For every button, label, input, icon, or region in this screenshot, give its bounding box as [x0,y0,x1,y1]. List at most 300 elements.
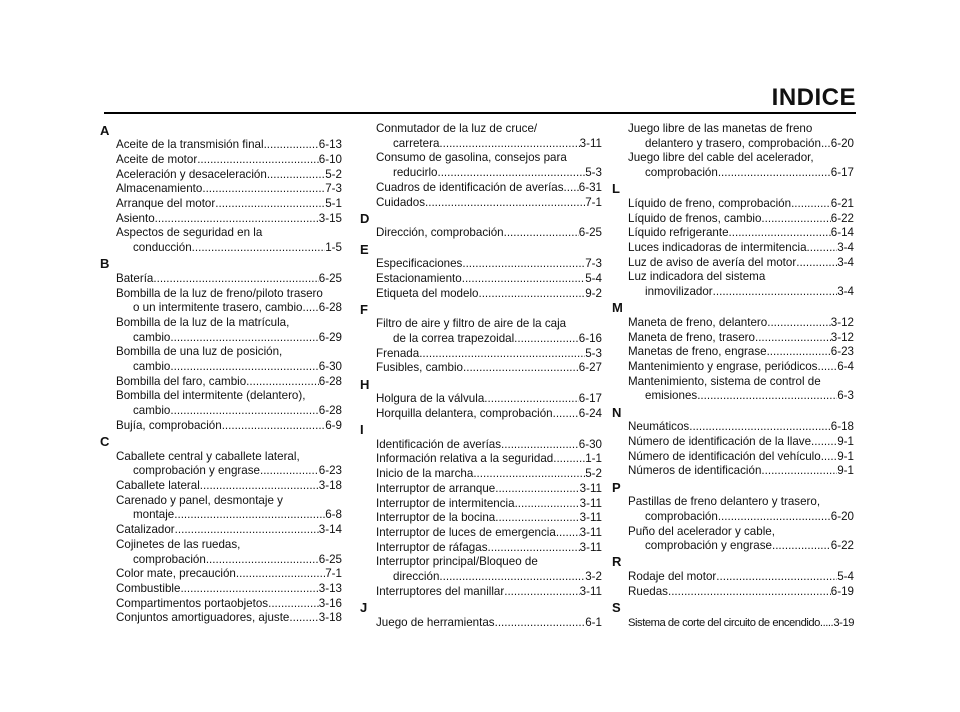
index-entry-row [116,508,342,523]
index-entry [360,407,604,422]
index-entry-text: Horquilla delantera, comprobación [376,406,553,420]
dot-leader [729,226,831,241]
index-entry [360,585,604,600]
index-entry-row [116,212,342,227]
dot-leader [495,511,579,526]
dot-leader [170,331,318,346]
dot-leader [174,508,325,523]
index-entry [360,555,604,584]
index-entry-row [628,464,854,479]
index-letter-heading: H [360,376,370,392]
index-entry [360,452,604,467]
dot-leader [200,479,319,494]
index-entry [100,182,344,197]
index-entry-page: 3-18 [318,611,342,625]
index-entry [612,270,856,299]
index-letter-heading: E [360,241,369,257]
index-entry-text: Número de identificación del vehículo [628,449,821,463]
index-entry [360,361,604,376]
index-entry-line: Filtro de aire y filtro de aire de la caja [376,317,567,331]
dot-leader [811,435,837,450]
index-entry-text: Líquido de freno, comprobación [628,196,792,210]
index-entry-page: 6-30 [578,437,602,451]
index-letter-heading: N [612,404,622,420]
dot-leader [556,526,580,541]
dot-leader [437,166,585,181]
index-entry-line: Luz indicadora del sistema [628,270,766,284]
index-entry-text: Neumáticos [628,420,690,434]
index-entry-page: 5-2 [585,467,602,481]
index-entry-text: Almacenamiento [116,182,203,196]
index-entry-text: Estacionamiento [376,271,462,285]
index-entry-row [116,182,342,197]
index-entry-row [376,497,602,512]
index-entry-row [376,332,602,347]
index-entry-row [116,523,342,538]
index-entry-row [628,316,854,331]
index-entry-page: 5-1 [325,196,342,210]
dot-leader [817,360,837,375]
index-entry-text: Combustible [116,581,181,595]
index-entry-row [628,435,854,450]
index-entry-page: 3-15 [318,211,342,225]
index-entry [100,212,344,227]
index-entry-text: Sistema de corte del circuito de encendido [628,616,820,629]
dot-leader [504,585,579,600]
dot-leader [761,212,830,227]
dot-leader [153,272,318,287]
index-entry-text: emisiones [645,389,698,403]
index-entry-page: 6-4 [837,360,854,374]
index-entry [612,316,856,331]
dot-leader [820,616,833,631]
index-entry-row [116,582,342,597]
index-entry [360,122,604,151]
index-entry [360,467,604,482]
index-letter-heading: A [100,122,110,138]
dot-leader [501,438,579,453]
index-entry-page: 6-24 [578,406,602,420]
index-entry-text: inmovilizador [645,285,713,299]
index-letter-heading: L [612,181,620,197]
index-entry-text: Batería [116,271,154,285]
index-entry-row [116,360,342,375]
index-entry-page: 9-1 [837,464,854,478]
index-column-3 [612,122,856,630]
index-entry-page: 5-4 [585,271,602,285]
index-entry-page: 6-25 [318,271,342,285]
index-entry-page: 3-2 [585,570,602,584]
index-entry [612,345,856,360]
index-entry-page: 7-1 [325,567,342,581]
index-entry-text: Luces indicadoras de intermitencia [628,241,807,255]
dot-leader [246,375,319,390]
index-entry-line: Bombilla de una luz de posición, [116,345,283,359]
dot-leader [488,541,580,556]
index-entry [360,287,604,302]
index-entry [612,420,856,435]
index-letter-heading: C [100,434,110,450]
index-entry-line: Bombilla de la luz de la matrícula, [116,315,290,329]
index-entry-text: Bujía, comprobación [116,418,222,432]
index-entry [100,567,344,582]
index-entry [100,287,344,316]
index-entry-row [376,438,602,453]
index-entry-row [628,285,854,300]
index-entry-page: 7-1 [585,195,602,209]
index-entry [360,257,604,272]
index-entry-page: 7-3 [585,257,602,271]
index-entry-text: cambio [133,404,171,418]
index-entry-text: Asiento [116,211,155,225]
index-entry-page: 5-4 [837,570,854,584]
dot-leader [170,360,318,375]
index-entry [100,153,344,168]
index-entry-text: Maneta de freno, delantero [628,315,768,329]
index-entry-page: 6-10 [318,152,342,166]
dot-leader [215,197,325,212]
index-entry-page: 3-4 [837,285,854,299]
dot-leader [761,464,837,479]
dot-leader [197,153,319,168]
dot-leader [767,345,831,360]
index-entry-text: Especificaciones [376,257,463,271]
index-entry-page: 6-16 [578,332,602,346]
dot-leader [821,137,831,152]
index-entry-text: Luz de aviso de avería del motor [628,255,797,269]
index-entry-text: Aceite de la transmisión final [116,138,264,152]
index-entry-text: Compartimentos portaobjetos [116,596,269,610]
index-entry [360,196,604,211]
index-entry [612,151,856,180]
dot-leader [175,523,319,538]
dot-leader [821,450,838,465]
dot-leader [478,287,585,302]
index-entry-text: comprobación [645,166,718,180]
index-entry-row [116,553,342,568]
index-entry-page: 6-23 [318,464,342,478]
index-entry-text: Identificación de averías [376,437,502,451]
dot-leader [302,301,318,316]
dot-leader [718,166,831,181]
index-entry-row [628,345,854,360]
dot-leader [268,597,319,612]
index-entry-page: 6-19 [830,584,854,598]
index-entry-page: 6-17 [578,392,602,406]
index-entry-row [376,361,602,376]
index-entry-row [376,347,602,362]
index-entry [612,226,856,241]
dot-leader [222,419,326,434]
index-entry [100,494,344,523]
dot-leader [772,539,831,554]
dot-leader [439,137,579,152]
index-letter-heading: F [360,301,368,317]
index-entry-page: 5-2 [325,167,342,181]
index-entry-row [376,407,602,422]
dot-leader [796,256,837,271]
index-entry [100,138,344,153]
index-entry-text: comprobación y engrase [133,464,260,478]
index-entry-page: 6-20 [830,509,854,523]
index-entry-line: Juego libre del cable del acelerador, [628,151,814,165]
index-entry-text: comprobación y engrase [645,539,772,553]
index-entry-row [628,389,854,404]
index-entry-row [376,511,602,526]
title-rule [104,112,856,114]
index-entry-page: 6-14 [830,226,854,240]
index-entry-page: 6-21 [830,196,854,210]
dot-leader [260,464,319,479]
index-entry [360,482,604,497]
index-entry-row [116,168,342,183]
dot-leader [419,347,585,362]
index-entry [100,226,344,255]
index-entry-page: 6-18 [830,420,854,434]
index-entry [612,495,856,524]
index-entry [100,345,344,374]
index-entry-page: 3-11 [579,496,602,510]
dot-leader [716,570,837,585]
dot-leader [289,611,318,626]
index-entry-row [376,570,602,585]
index-entry [360,526,604,541]
index-entry-row [376,585,602,600]
index-entry-text: Información relativa a la seguridad [376,452,554,466]
index-entry-text: Interruptor de intermitencia [376,496,515,510]
dot-leader [473,467,585,482]
dot-leader [689,420,831,435]
dot-leader [807,241,838,256]
index-entry-row [376,287,602,302]
index-entry-row [116,567,342,582]
index-entry-row [628,137,854,152]
index-entry-text: Juego de herramientas [376,615,495,629]
index-entry-text: Ruedas [628,584,668,598]
index-entry [100,597,344,612]
index-entry-page: 3-16 [318,596,342,610]
index-entry-page: 6-27 [578,361,602,375]
index-entry-row [376,467,602,482]
index-entry-row [376,616,602,631]
index-entry-line: Cojinetes de las ruedas, [116,537,241,551]
index-entry-row [376,392,602,407]
index-entry-row [376,452,602,467]
dot-leader [264,138,319,153]
index-entry-row [628,585,854,600]
index-entry-page: 6-9 [325,418,342,432]
index-entry-text: Rodaje del motor [628,570,717,584]
index-entry-line: Puño del acelerador y cable, [628,524,775,538]
index-entry-line: Caballete central y caballete lateral, [116,449,300,463]
index-entry-text: Líquido refrigerante [628,226,729,240]
index-entry-text: Aceite de motor [116,152,198,166]
page-title: INDICE [771,84,856,111]
index-entry-line: Interruptor principal/Bloqueo de [376,555,538,569]
index-entry-row [376,166,602,181]
dot-leader [668,585,831,600]
dot-leader [767,316,831,331]
index-entry-text: Bombilla del faro, cambio [116,374,247,388]
index-entry-page: 6-28 [318,374,342,388]
index-entry [612,212,856,227]
dot-leader [514,332,579,347]
dot-leader [553,407,579,422]
index-entry-page: 6-25 [318,552,342,566]
index-entry-page: 6-25 [578,226,602,240]
index-entry-page: 6-13 [318,138,342,152]
index-entry-text: Manetas de freno, engrase [628,345,767,359]
index-entry-page: 6-22 [830,539,854,553]
index-entry-row [628,226,854,241]
index-entry-line: Carenado y panel, desmontaje y [116,493,283,507]
index-entry-page: 3-4 [837,255,854,269]
index-letter-heading: I [360,422,364,438]
index-entry-text: Interruptor de ráfagas [376,540,488,554]
index-entry [360,181,604,196]
index-entry [100,611,344,626]
index-entry [100,479,344,494]
index-entry-line: Conmutador de la luz de cruce/ [376,122,538,135]
index-entry-row [376,526,602,541]
index-entry-row [628,360,854,375]
index-entry-text: Interruptor de luces de emergencia [376,525,556,539]
index-entry-page: 6-31 [578,180,602,194]
index-entry [360,272,604,287]
index-entry-text: Arranque del motor [116,196,216,210]
index-entry-text: Interruptor de arranque [376,481,496,495]
index-entry [612,197,856,212]
index-entry-row [628,212,854,227]
index-entry-page: 3-19 [833,616,854,629]
index-entry-page: 9-2 [585,286,602,300]
index-entry-text: Aceleración y desaceleración [116,167,267,181]
index-entry [612,122,856,151]
index-entry-row [628,510,854,525]
index-entry-row [628,570,854,585]
index-entry-line: Consumo de gasolina, consejos para [376,151,567,165]
dot-leader [206,553,319,568]
index-entry-text: o un intermitente trasero, cambio [133,301,303,315]
index-entry-text: Interruptores del manillar [376,584,505,598]
index-entry [612,360,856,375]
dot-leader [504,226,579,241]
index-entry [612,464,856,479]
dot-leader [463,361,579,376]
index-entry-page: 3-12 [830,330,854,344]
index-entry-row [116,404,342,419]
index-entry [612,450,856,465]
index-entry-row [116,419,342,434]
index-entry-row [116,479,342,494]
index-entry-text: cambio [133,360,171,374]
index-entry [100,197,344,212]
index-entry [612,585,856,600]
index-entry [360,317,604,346]
index-entry-row [116,597,342,612]
index-entry-row [376,257,602,272]
index-entry-text: Holgura de la válvula [376,392,485,406]
index-entry-row [628,197,854,212]
index-entry-page: 3-11 [579,136,602,150]
index-entry-page: 7-3 [325,182,342,196]
index-entry-text: conducción [133,241,192,255]
index-entry-text: Mantenimiento y engrase, periódicos [628,360,818,374]
index-entry-row [116,301,342,316]
dot-leader [553,452,585,467]
index-entry-row [628,331,854,346]
index-entry [100,389,344,418]
index-entry-page: 3-4 [837,241,854,255]
dot-leader [495,616,586,631]
index-entry-page: 3-11 [579,540,602,554]
dot-leader [155,212,319,227]
index-letter-heading: J [360,599,368,615]
index-entry [100,523,344,538]
index-entry-text: Inicio de la marcha [376,467,474,481]
index-entry-page: 6-30 [318,360,342,374]
index-entry-row [116,241,342,256]
index-entry-page: 3-18 [318,479,342,493]
index-entry-page: 1-1 [585,452,602,466]
index-entry-text: Maneta de freno, trasero [628,330,755,344]
index-entry-page: 6-8 [325,508,342,522]
index-entry-text: Cuadros de identificación de averías [376,180,564,194]
index-entry-text: delantero y trasero, comprobación [645,136,821,150]
index-letter-heading: D [360,210,370,226]
index-entry-page: 6-3 [837,389,854,403]
dot-leader [515,497,580,512]
index-entry-row [116,138,342,153]
index-entry-text: reducirlo [393,166,438,180]
index-entry-page: 6-20 [830,136,854,150]
index-entry-text: dirección [393,570,440,584]
index-entry-row [116,375,342,390]
index-entry-page: 3-11 [579,511,602,525]
index-letter-heading: S [612,599,621,615]
dot-leader [713,285,838,300]
index-entry-row [628,420,854,435]
dot-leader [718,510,831,525]
index-entry-page: 3-11 [579,525,602,539]
index-entry-text: Fusibles, cambio [376,361,463,375]
index-entry [360,438,604,453]
index-entry-row [628,166,854,181]
index-entry-text: cambio [133,330,171,344]
index-entry-row [376,541,602,556]
dot-leader [267,168,325,183]
index-entry-row [376,482,602,497]
index-entry-page: 6-28 [318,404,342,418]
index-entry [100,316,344,345]
index-entry [612,241,856,256]
index-entry-page: 1-5 [325,241,342,255]
index-entry-row [628,241,854,256]
index-entry-text: Etiqueta del modelo [376,286,479,300]
index-entry [612,525,856,554]
index-entry-line: Pastillas de freno delantero y trasero, [628,495,821,509]
index-entry [360,347,604,362]
index-entry-text: Dirección, comprobación [376,226,504,240]
dot-leader [484,392,579,407]
dot-leader [439,570,585,585]
index-entry [100,375,344,390]
index-entry [360,541,604,556]
index-entry [100,168,344,183]
index-entry-row [116,331,342,346]
index-entry-row [116,272,342,287]
index-entry-row [376,137,602,152]
